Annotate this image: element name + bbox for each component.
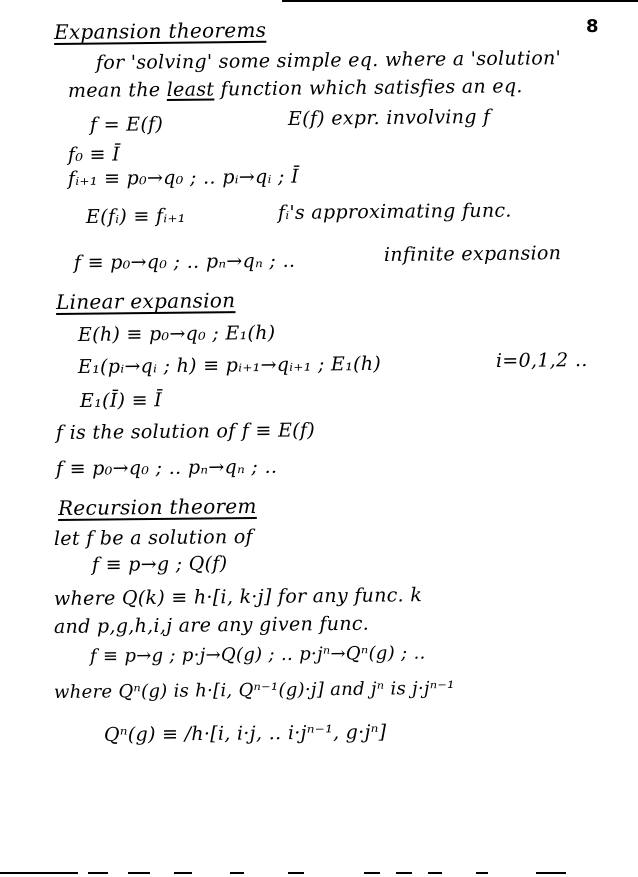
infinite-expansion-note: infinite expansion (383, 242, 562, 266)
eq-f0: f₀ ≡ Ī (67, 143, 121, 166)
heading-recursion-theorem: Recursion theorem (57, 493, 257, 520)
bottom-mark (128, 872, 150, 874)
intro-line-2a: mean the (67, 78, 167, 102)
bottom-mark (174, 872, 192, 874)
top-edge-line (282, 0, 638, 2)
recursion-eq-f: f ≡ p→g ; Q(f) (91, 552, 228, 576)
linear-eq-2: E₁(pᵢ→qᵢ ; h) ≡ pᵢ₊₁→qᵢ₊₁ ; E₁(h) (77, 352, 382, 378)
linear-statement: f is the solution of f ≡ E(f) (55, 419, 316, 444)
recursion-expansion: f ≡ p→g ; p·j→Q(g) ; ‥ p·jⁿ→Qⁿ(g) ; ‥ (89, 642, 426, 667)
eq-f-note: E(f) expr. involving f (287, 105, 491, 130)
intro-line-1: for 'solving' some simple eq. where a 'solution' (95, 47, 562, 74)
linear-eq-1: E(h) ≡ p₀→q₀ ; E₁(h) (77, 321, 276, 346)
eq-efi: E(fᵢ) ≡ fᵢ₊₁ (85, 204, 186, 228)
bottom-mark (288, 872, 304, 874)
bottom-mark (476, 872, 488, 874)
heading-expansion-theorems: Expansion theorems (53, 17, 267, 44)
recursion-line-1: let f be a solution of (53, 525, 253, 550)
bottom-mark (230, 872, 244, 874)
intro-line-2b: function which satisfies an eq. (214, 75, 523, 101)
eq-infinite: f ≡ p₀→q₀ ; ‥ pₙ→qₙ ; ‥ (73, 249, 296, 274)
bottom-mark (396, 872, 412, 874)
heading-linear-expansion: Linear expansion (55, 288, 236, 314)
intro-line-2 (68, 77, 523, 101)
eq-fi-plus-1: fᵢ₊₁ ≡ p₀→q₀ ; ‥ pᵢ→qᵢ ; Ī (67, 165, 299, 190)
bottom-mark (364, 872, 380, 874)
recursion-qn-result: Qⁿ(g) ≡ /h·[i, i·j, ‥ i·jⁿ⁻¹, g·jⁿ] (103, 721, 387, 746)
linear-index-note: i=0,1,2 ‥ (495, 349, 588, 372)
eq-f-equals-ef: f = E(f) (89, 113, 164, 136)
least-emphasis: least (166, 78, 215, 101)
linear-eq-3: E₁(Ī) ≡ Ī (79, 389, 163, 412)
recursion-where-qn: where Qⁿ(g) is h·[i, Qⁿ⁻¹(g)·j] and jⁿ is j·jⁿ⁻¹ (53, 677, 455, 703)
bottom-mark (536, 872, 566, 874)
recursion-where-q: where Q(k) ≡ h·[i, k·j] for any func. k (53, 584, 423, 610)
recursion-given: and p,g,h,i,j are any given func. (53, 612, 370, 638)
eq-efi-note: fᵢ's approximating func. (277, 199, 512, 224)
bottom-mark (88, 872, 108, 874)
linear-eq-5: f ≡ p₀→q₀ ; ‥ pₙ→qₙ ; ‥ (55, 455, 278, 480)
bottom-mark (0, 872, 78, 874)
bottom-mark (428, 872, 442, 874)
page-number: 8 (586, 16, 599, 37)
